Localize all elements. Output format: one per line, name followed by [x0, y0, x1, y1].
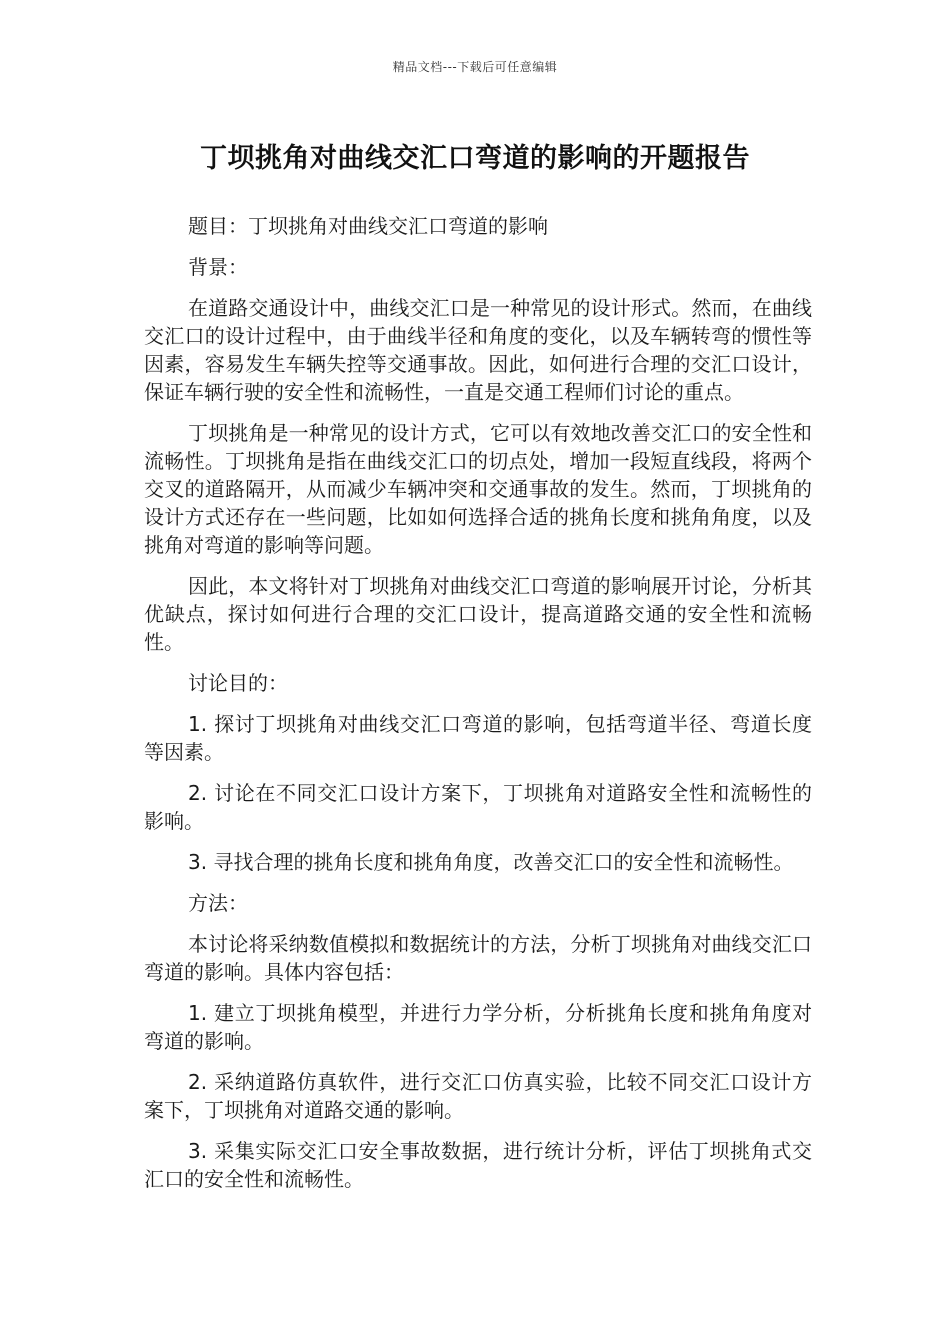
- objectives-label: 讨论目的：: [188, 671, 288, 695]
- methods-intro: 本讨论将采纳数值模拟和数据统计的方法，分析丁坝挑角对曲线交汇口弯道的影响。具体内容包括：: [144, 932, 812, 984]
- method-item-2: 2. 采纳道路仿真软件，进行交汇口仿真实验，比较不同交汇口设计方案下，丁坝挑角对道路交通的影响。: [144, 1070, 812, 1122]
- topic-line: 题目：丁坝挑角对曲线交汇口弯道的影响: [188, 214, 548, 238]
- objective-item-2: 2. 讨论在不同交汇口设计方案下，丁坝挑角对道路安全性和流畅性的影响。: [144, 781, 812, 833]
- background-paragraph-2: 丁坝挑角是一种常见的设计方式，它可以有效地改善交汇口的安全性和流畅性。丁坝挑角是指在曲线交汇口的切点处，增加一段短直线段，将两个交叉的道路隔开，从而减少车辆冲突和交通事故的发生。然而，丁坝挑角的设计方式还存在一些问题，比如如何选择合适的挑角长度和挑角角度，以及挑角对弯道的影响等问题。: [144, 421, 812, 557]
- header-note: 精品文档---下载后可任意编辑: [392, 60, 558, 74]
- background-label: 背景：: [188, 255, 248, 279]
- objective-item-1: 1. 探讨丁坝挑角对曲线交汇口弯道的影响，包括弯道半径、弯道长度等因素。: [144, 712, 812, 764]
- document-title: 丁坝挑角对曲线交汇口弯道的影响的开题报告: [200, 143, 750, 174]
- document-body: [144, 212, 812, 1206]
- method-item-1: 1. 建立丁坝挑角模型，并进行力学分析，分析挑角长度和挑角角度对弯道的影响。: [144, 1001, 812, 1053]
- background-paragraph-3: 因此，本文将针对丁坝挑角对曲线交汇口弯道的影响展开讨论，分析其优缺点，探讨如何进行合理的交汇口设计，提高道路交通的安全性和流畅性。: [144, 574, 812, 654]
- background-paragraph-1: 在道路交通设计中，曲线交汇口是一种常见的设计形式。然而，在曲线交汇口的设计过程中，由于曲线半径和角度的变化，以及车辆转弯的惯性等因素，容易发生车辆失控等交通事故。因此，如何进行合理的交汇口设计，保证车辆行驶的安全性和流畅性，一直是交通工程师们讨论的重点。: [144, 296, 812, 404]
- objective-item-3: 3. 寻找合理的挑角长度和挑角角度，改善交汇口的安全性和流畅性。: [188, 850, 794, 874]
- methods-label: 方法：: [188, 891, 248, 915]
- method-item-3: 3. 采集实际交汇口安全事故数据，进行统计分析，评估丁坝挑角式交汇口的安全性和流畅性。: [144, 1139, 812, 1191]
